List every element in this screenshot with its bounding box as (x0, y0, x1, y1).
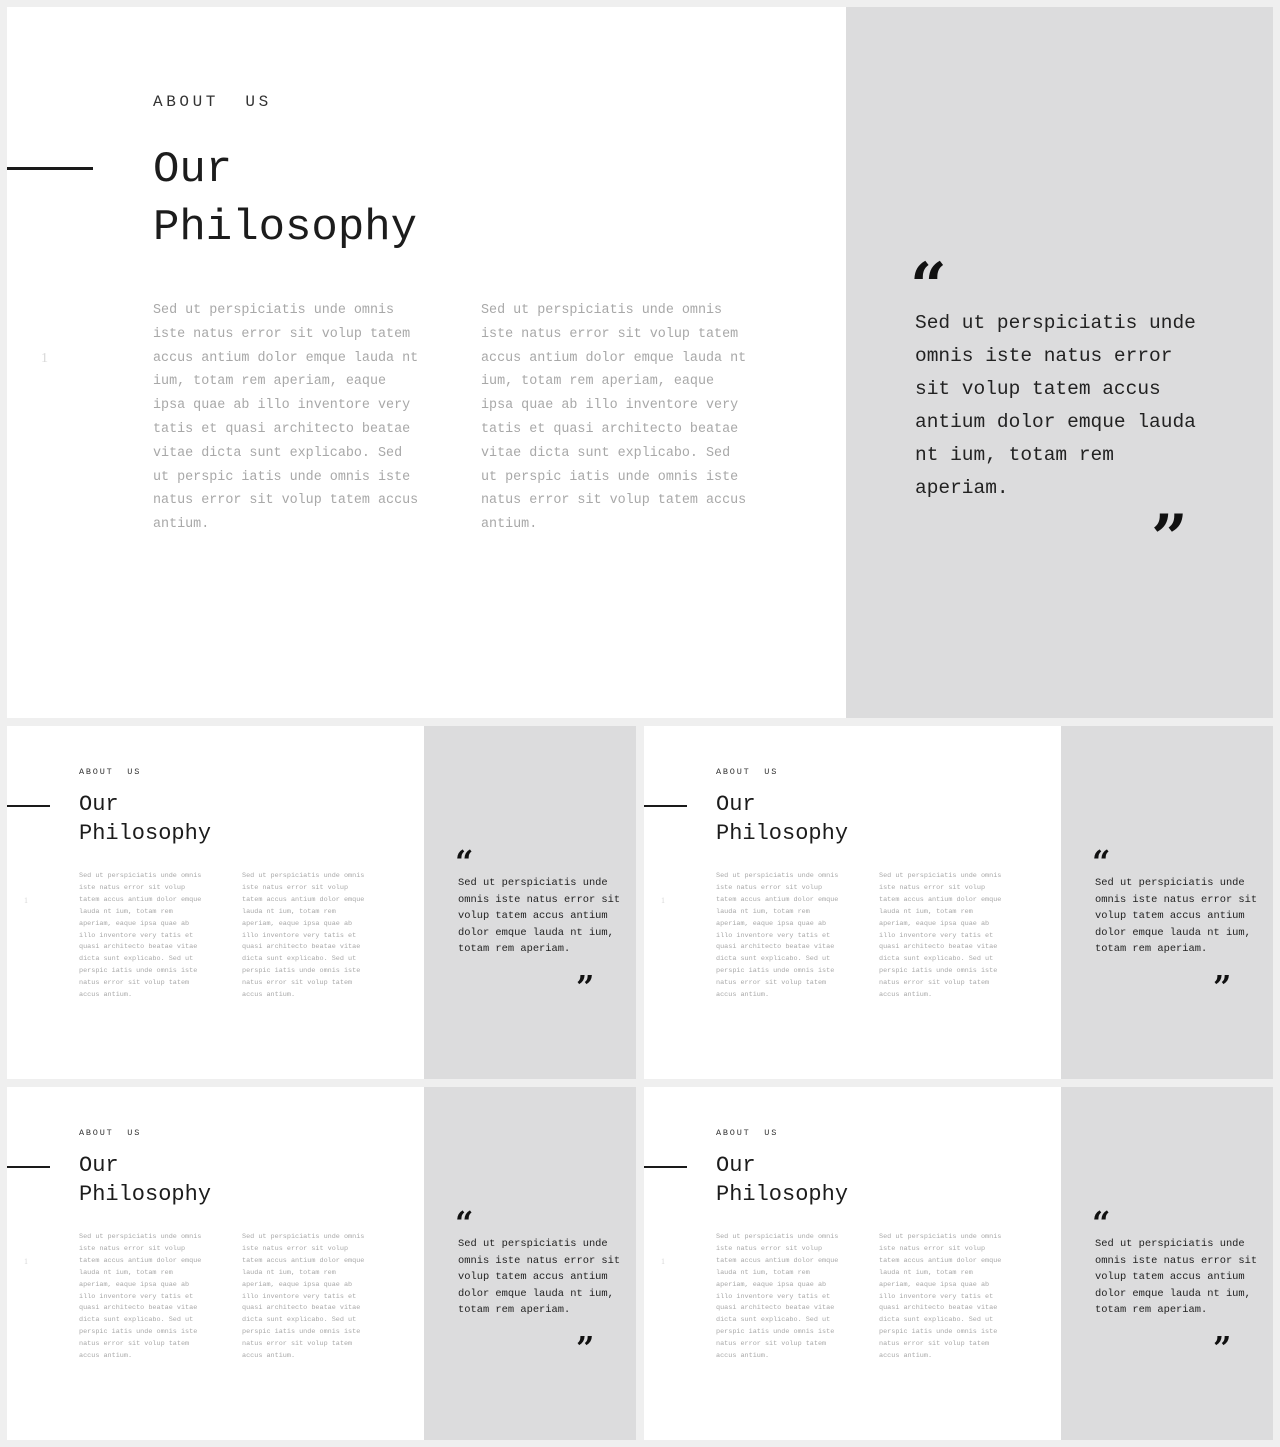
page-number: 1 (661, 1257, 665, 1266)
open-quote-icon: “ (455, 1204, 474, 1242)
section-eyebrow: ABOUT US (153, 93, 272, 111)
body-column-2: Sed ut perspiciatis unde omnis iste natus error sit volup tatem accus antium dolor emque lauda nt ium, totam rem aperiam, eaque ipsa quae ab illo inventore very tatis et quasi architecto beatae vitae dicta sunt explicabo. Sed ut perspic iatis unde omnis iste natus error sit volup tatem accus antium. (242, 872, 365, 1000)
close-quote-icon: ” (1151, 501, 1188, 576)
title-line-2: Philosophy (153, 203, 418, 253)
page-number: 1 (661, 896, 665, 905)
title-line-2: Philosophy (716, 821, 849, 846)
quote-text: Sed ut perspiciatis unde omnis iste natus error sit volup tatem accus antium dolor emque lauda nt ium, totam rem aperiam. (915, 312, 1196, 499)
title-line-2: Philosophy (79, 821, 212, 846)
slide-thumbnail[interactable] (644, 1087, 1273, 1440)
quote-text: Sed ut perspiciatis unde omnis iste natus error sit volup tatem accus antium dolor emque lauda nt ium, totam rem aperiam. (458, 877, 621, 955)
title-line-1: Our (716, 1153, 756, 1178)
close-quote-icon: ” (576, 1329, 595, 1367)
open-quote-icon: “ (455, 843, 474, 881)
body-column-1: Sed ut perspiciatis unde omnis iste natus error sit volup tatem accus antium dolor emque lauda nt ium, totam rem aperiam, eaque ipsa quae ab illo inventore very tatis et quasi architecto beatae vitae dicta sunt explicabo. Sed ut perspic iatis unde omnis iste natus error sit volup tatem accus antium. (716, 872, 839, 1000)
accent-rule (7, 1166, 50, 1168)
section-eyebrow: ABOUT US (79, 767, 142, 777)
body-column-2: Sed ut perspiciatis unde omnis iste natus error sit volup tatem accus antium dolor emque lauda nt ium, totam rem aperiam, eaque ipsa quae ab illo inventore very tatis et quasi architecto beatae vitae dicta sunt explicabo. Sed ut perspic iatis unde omnis iste natus error sit volup tatem accus antium. (242, 1233, 365, 1361)
slide-title (79, 790, 211, 848)
close-quote-icon: ” (576, 968, 595, 1006)
body-column-1: Sed ut perspiciatis unde omnis iste natus error sit volup tatem accus antium dolor emque lauda nt ium, totam rem aperiam, eaque ipsa quae ab illo inventore very tatis et quasi architecto beatae vitae dicta sunt explicabo. Sed ut perspic iatis unde omnis iste natus error sit volup tatem accus antium. (79, 872, 202, 1000)
body-column-2: Sed ut perspiciatis unde omnis iste natus error sit volup tatem accus antium dolor emque lauda nt ium, totam rem aperiam, eaque ipsa quae ab illo inventore very tatis et quasi architecto beatae vitae dicta sunt explicabo. Sed ut perspic iatis unde omnis iste natus error sit volup tatem accus antium. (481, 303, 747, 533)
accent-rule (7, 167, 93, 170)
accent-rule (644, 1166, 687, 1168)
title-line-2: Philosophy (79, 1182, 212, 1207)
quote-text: Sed ut perspiciatis unde omnis iste natus error sit volup tatem accus antium dolor emque lauda nt ium, totam rem aperiam. (1095, 1238, 1258, 1316)
slide-thumbnail[interactable] (7, 1087, 636, 1440)
page-number: 1 (41, 351, 48, 366)
main-slide[interactable] (7, 7, 1273, 718)
title-line-1: Our (79, 1153, 119, 1178)
page-number: 1 (24, 1257, 28, 1266)
section-eyebrow: ABOUT US (716, 767, 779, 777)
body-column-1: Sed ut perspiciatis unde omnis iste natus error sit volup tatem accus antium dolor emque lauda nt ium, totam rem aperiam, eaque ipsa quae ab illo inventore very tatis et quasi architecto beatae vitae dicta sunt explicabo. Sed ut perspic iatis unde omnis iste natus error sit volup tatem accus antium. (79, 1233, 202, 1361)
slide-title (716, 1151, 848, 1209)
body-column-1: Sed ut perspiciatis unde omnis iste natus error sit volup tatem accus antium dolor emque lauda nt ium, totam rem aperiam, eaque ipsa quae ab illo inventore very tatis et quasi architecto beatae vitae dicta sunt explicabo. Sed ut perspic iatis unde omnis iste natus error sit volup tatem accus antium. (153, 303, 419, 533)
open-quote-icon: “ (910, 249, 947, 324)
slide-thumbnail[interactable] (7, 726, 636, 1079)
title-line-2: Philosophy (716, 1182, 849, 1207)
body-column-2: Sed ut perspiciatis unde omnis iste natus error sit volup tatem accus antium dolor emque lauda nt ium, totam rem aperiam, eaque ipsa quae ab illo inventore very tatis et quasi architecto beatae vitae dicta sunt explicabo. Sed ut perspic iatis unde omnis iste natus error sit volup tatem accus antium. (879, 872, 1002, 1000)
slide-title (79, 1151, 211, 1209)
section-eyebrow: ABOUT US (79, 1128, 142, 1138)
open-quote-icon: “ (1092, 1204, 1111, 1242)
open-quote-icon: “ (1092, 843, 1111, 881)
slide-title (716, 790, 848, 848)
page-number: 1 (24, 896, 28, 905)
title-line-1: Our (716, 792, 756, 817)
quote-text: Sed ut perspiciatis unde omnis iste natus error sit volup tatem accus antium dolor emque lauda nt ium, totam rem aperiam. (1095, 877, 1258, 955)
slide-title (153, 141, 417, 257)
body-column-2: Sed ut perspiciatis unde omnis iste natus error sit volup tatem accus antium dolor emque lauda nt ium, totam rem aperiam, eaque ipsa quae ab illo inventore very tatis et quasi architecto beatae vitae dicta sunt explicabo. Sed ut perspic iatis unde omnis iste natus error sit volup tatem accus antium. (879, 1233, 1002, 1361)
title-line-1: Our (153, 145, 233, 195)
title-line-1: Our (79, 792, 119, 817)
section-eyebrow: ABOUT US (716, 1128, 779, 1138)
close-quote-icon: ” (1213, 1329, 1232, 1367)
accent-rule (7, 805, 50, 807)
close-quote-icon: ” (1213, 968, 1232, 1006)
body-column-1: Sed ut perspiciatis unde omnis iste natus error sit volup tatem accus antium dolor emque lauda nt ium, totam rem aperiam, eaque ipsa quae ab illo inventore very tatis et quasi architecto beatae vitae dicta sunt explicabo. Sed ut perspic iatis unde omnis iste natus error sit volup tatem accus antium. (716, 1233, 839, 1361)
quote-text: Sed ut perspiciatis unde omnis iste natus error sit volup tatem accus antium dolor emque lauda nt ium, totam rem aperiam. (458, 1238, 621, 1316)
accent-rule (644, 805, 687, 807)
slide-thumbnail[interactable] (644, 726, 1273, 1079)
